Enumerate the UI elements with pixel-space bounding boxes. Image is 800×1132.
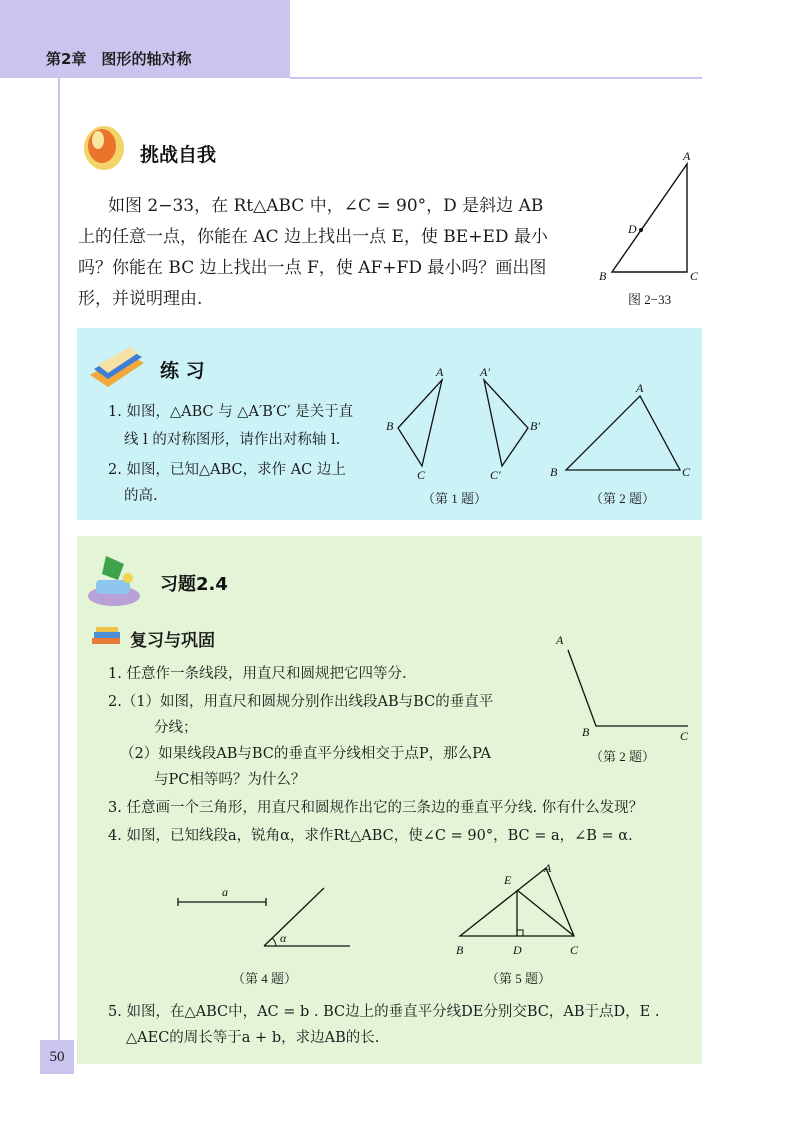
practice-icon bbox=[86, 345, 148, 391]
pf2-label-b: B bbox=[550, 465, 558, 479]
exercise-item-5-line-1: 5. 如图，在△ABC中，AC = b . BC边上的垂直平分线DE分别交BC，AB于点D，E . bbox=[108, 1004, 660, 1020]
exercise-item-2-part-2: （2）如果线段AB与BC的垂直平分线相交于点P，那么PA bbox=[120, 746, 492, 762]
ef5-label-e: E bbox=[504, 873, 512, 887]
page-number: 50 bbox=[40, 1040, 74, 1074]
ef5-label-d: D bbox=[513, 943, 522, 957]
ef5-label-b: B bbox=[456, 943, 464, 957]
pf2-label-c: C bbox=[682, 465, 691, 479]
fig233-label-d: D bbox=[628, 222, 637, 236]
exercise-figure-4 bbox=[170, 882, 360, 954]
challenge-line-3: 吗？你能在 BC 边上找出一点 F，使 AF+FD 最小吗？画出图 bbox=[78, 258, 547, 278]
challenge-line-4: 形，并说明理由. bbox=[78, 289, 203, 309]
pf2-label-a: A bbox=[636, 381, 644, 395]
fig233-label-a: A bbox=[683, 149, 691, 163]
challenge-icon bbox=[78, 118, 130, 174]
exercise-item-3: 3. 任意画一个三角形，用直尺和圆规作出它的三条边的垂直平分线. 你有什么发现？ bbox=[108, 800, 644, 816]
ef5-label-a: A bbox=[544, 861, 552, 875]
figure-2-33 bbox=[590, 148, 710, 288]
practice-fig1-caption: （第 1 题） bbox=[422, 491, 488, 506]
practice-item-2-line-1: 2. 如图，已知△ABC，求作 AC 边上 bbox=[108, 462, 346, 478]
ef4-label-a: a bbox=[222, 885, 228, 899]
pf1-label-c: C bbox=[417, 468, 426, 482]
challenge-line-2: 上的任意一点，你能在 AC 边上找出一点 E，使 BE+ED 最小 bbox=[78, 227, 548, 247]
review-icon bbox=[90, 626, 126, 648]
ef2-label-a: A bbox=[556, 633, 564, 647]
fig233-label-c: C bbox=[690, 269, 699, 283]
exercise-item-2-part-2-cont: 与PC相等吗？为什么？ bbox=[154, 772, 306, 788]
practice-item-1-line-2: 线 l 的对称图形，请作出对称轴 l. bbox=[124, 432, 341, 448]
review-subtitle: 复习与巩固 bbox=[130, 631, 215, 651]
ef5-label-c: C bbox=[570, 943, 579, 957]
practice-figure-1 bbox=[380, 362, 550, 486]
figure-2-33-caption: 图 2−33 bbox=[628, 292, 672, 307]
fig233-label-b: B bbox=[599, 269, 607, 283]
exercise-item-2-part-1-cont: 分线； bbox=[154, 720, 198, 736]
exercise-fig5-caption: （第 5 题） bbox=[486, 971, 552, 986]
ef2-label-c: C bbox=[680, 729, 689, 743]
chapter-title: 第2章 图形的轴对称 bbox=[46, 50, 192, 68]
practice-figure-2 bbox=[548, 380, 698, 480]
exercise-item-2-part-1: 2.（1）如图，用直尺和圆规分别作出线段AB与BC的垂直平 bbox=[108, 694, 494, 710]
exercise-item-4: 4. 如图，已知线段a，锐角α，求作Rt△ABC，使∠C = 90°，BC = a，∠B = α. bbox=[108, 828, 633, 844]
practice-fig2-caption: （第 2 题） bbox=[590, 491, 656, 506]
exercise-figure-2 bbox=[552, 628, 702, 744]
left-margin-rule bbox=[58, 78, 60, 1053]
challenge-title: 挑战自我 bbox=[140, 144, 217, 166]
exercise-figure-5 bbox=[450, 860, 600, 960]
exercise-fig2-caption: （第 2 题） bbox=[590, 749, 656, 764]
pf1-label-c2: C′ bbox=[490, 468, 501, 482]
pf1-label-a2: A′ bbox=[480, 365, 490, 379]
practice-item-1-line-1: 1. 如图，△ABC 与 △A′B′C′ 是关于直 bbox=[108, 404, 354, 420]
ef4-label-alpha: α bbox=[280, 931, 287, 945]
pf1-label-a: A bbox=[436, 365, 444, 379]
challenge-line-1: 如图 2−33，在 Rt△ABC 中，∠C = 90°，D 是斜边 AB bbox=[108, 196, 544, 216]
practice-title: 练 习 bbox=[160, 360, 205, 382]
exercise-item-1: 1. 任意作一条线段，用直尺和圆规把它四等分. bbox=[108, 666, 407, 682]
header-rule bbox=[290, 77, 702, 79]
pf1-label-b2: B′ bbox=[530, 419, 540, 433]
exercise-fig4-caption: （第 4 题） bbox=[232, 971, 298, 986]
pf1-label-b: B bbox=[386, 419, 394, 433]
exercise-item-5-line-2: △AEC的周长等于a + b，求边AB的长. bbox=[126, 1030, 380, 1046]
exercise-icon bbox=[84, 550, 146, 612]
exercise-title: 习题2.4 bbox=[160, 574, 228, 595]
practice-item-2-line-2: 的高. bbox=[124, 488, 158, 504]
ef2-label-b: B bbox=[582, 725, 590, 739]
